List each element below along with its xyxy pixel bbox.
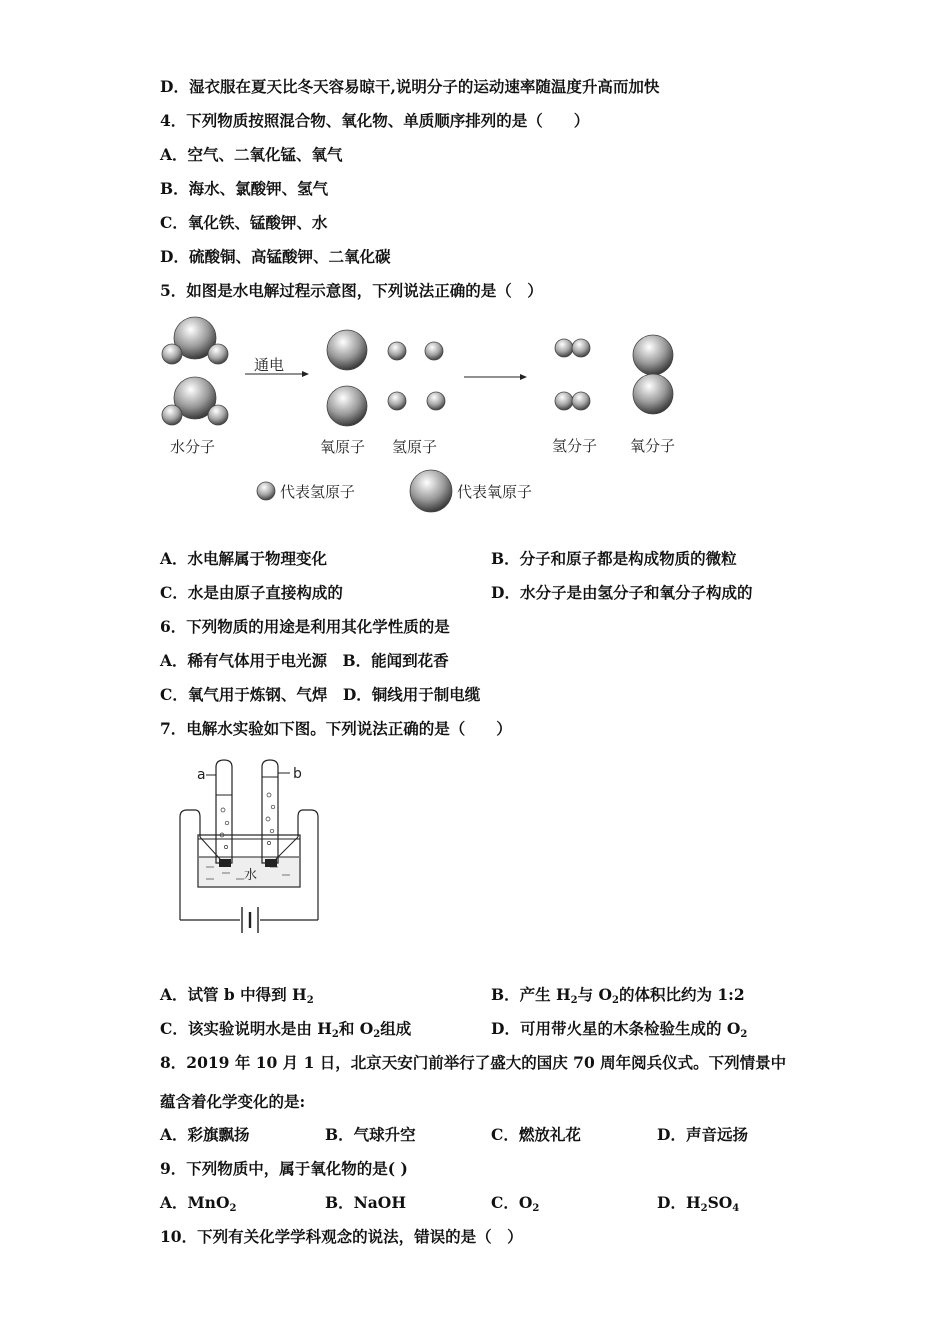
legend-hydrogen-ball — [257, 482, 275, 500]
q9a-text: A．MnO — [160, 1193, 230, 1212]
q4-option-b: B．海水、氯酸钾、氢气 — [160, 179, 329, 198]
hydrogen-molecule — [555, 392, 590, 410]
q9c-text: C．O — [491, 1193, 533, 1212]
water-molecule-bottom — [162, 377, 228, 425]
q9a-sub: 2 — [229, 1203, 237, 1214]
q6-options-ab: A．稀有气体用于电光源 B．能闻到花香 — [160, 651, 449, 670]
q8-option-b: B．气球升空 — [325, 1125, 416, 1144]
q7c-sub-1: 2 — [331, 1029, 339, 1040]
oxygen-atom — [327, 330, 367, 370]
q9d-sub-1: 2 — [700, 1203, 708, 1214]
q8-option-a: A．彩旗飘扬 — [160, 1125, 250, 1144]
q6-stem: 6．下列物质的用途是利用其化学性质的是 — [160, 617, 450, 636]
q7a-sub: 2 — [306, 995, 314, 1006]
q7b-text-3: 的体积比约为 1:2 — [619, 985, 745, 1004]
q7-option-c — [160, 1019, 411, 1045]
label-hydrogen-atom: 氢原子 — [392, 438, 438, 456]
q5-stem: 5．如图是水电解过程示意图，下列说法正确的是（ ） — [160, 281, 543, 300]
q9d-text-2: SO — [707, 1193, 733, 1212]
q7d-text: D．可用带火星的木条检验生成的 O — [491, 1019, 741, 1038]
q8-stem-line2: 蕴含着化学变化的是: — [160, 1092, 306, 1111]
q5-option-c: C．水是由原子直接构成的 — [160, 583, 343, 602]
label-water: 水 — [244, 868, 258, 883]
q5-option-a: A．水电解属于物理变化 — [160, 549, 328, 568]
hydrogen-atom — [427, 392, 445, 410]
q6-options-cd: C．氧气用于炼钢、气焊 D．铜线用于制电缆 — [160, 685, 481, 704]
label-water-molecule: 水分子 — [170, 438, 216, 456]
q4-option-c: C．氧化铁、锰酸钾、水 — [160, 213, 328, 232]
hydrogen-atom — [388, 392, 406, 410]
q9c-sub: 2 — [532, 1203, 540, 1214]
q9d-sub-2: 4 — [732, 1203, 740, 1214]
q5-option-b: B．分子和原子都是构成物质的微粒 — [491, 549, 737, 568]
q7a-text: A．试管 b 中得到 H — [160, 985, 307, 1004]
q7d-sub: 2 — [740, 1029, 748, 1040]
arrow-label-energize: 通电 — [254, 356, 285, 374]
q9-option-a — [160, 1193, 236, 1219]
q7b-text-2: 与 O — [577, 985, 613, 1004]
q9-option-b: B．NaOH — [325, 1193, 406, 1212]
q8-option-d: D．声音远扬 — [657, 1125, 748, 1144]
hydrogen-atom — [425, 342, 443, 360]
q7-option-b — [491, 985, 745, 1011]
q9-stem: 9．下列物质中，属于氧化物的是( ) — [160, 1159, 408, 1178]
q4-option-d: D．硫酸铜、高锰酸钾、二氧化碳 — [160, 247, 391, 266]
oxygen-atom — [327, 386, 367, 426]
q9-option-d — [657, 1193, 739, 1219]
legend-oxygen-ball — [410, 470, 452, 512]
hydrogen-atom — [388, 342, 406, 360]
label-hydrogen-molecule: 氢分子 — [552, 437, 598, 455]
label-oxygen-atom: 氧原子 — [320, 438, 366, 456]
q3-option-d: D．湿衣服在夏天比冬天容易晾干,说明分子的运动速率随温度升高而加快 — [160, 77, 660, 96]
water-molecule-top — [162, 317, 228, 364]
label-tube-a: a — [197, 767, 206, 783]
q4-stem: 4．下列物质按照混合物、氧化物、单质顺序排列的是（ ） — [160, 111, 590, 130]
label-oxygen-molecule: 氧分子 — [630, 437, 676, 455]
q4-option-a: A．空气、二氧化锰、氧气 — [160, 145, 343, 164]
q7-option-a — [160, 985, 314, 1011]
arrow-recombine — [464, 374, 527, 380]
electrolysis-molecule-diagram — [150, 310, 710, 520]
q7-option-d — [491, 1019, 747, 1045]
q8-stem-line1: 8．2019 年 10 月 1 日，北京天安门前举行了盛大的国庆 70 周年阅兵仪式。下列情景中 — [160, 1053, 787, 1072]
q8-option-c: C．燃放礼花 — [491, 1125, 581, 1144]
electrolysis-apparatus-diagram — [170, 755, 330, 945]
q7c-text-1: C．该实验说明水是由 H — [160, 1019, 332, 1038]
q5-option-d: D．水分子是由氢分子和氧分子构成的 — [491, 583, 753, 602]
label-tube-b: b — [293, 766, 302, 782]
q10-stem: 10．下列有关化学学科观念的说法，错误的是（ ） — [160, 1227, 523, 1246]
q7c-sub-2: 2 — [373, 1029, 381, 1040]
q7-stem: 7．电解水实验如下图。下列说法正确的是（ ） — [160, 719, 512, 738]
q7b-sub-1: 2 — [570, 995, 578, 1006]
q9d-text-1: D．H — [657, 1193, 701, 1212]
q9-option-c — [491, 1193, 539, 1219]
q7c-text-2: 和 O — [338, 1019, 374, 1038]
oxygen-molecule — [633, 335, 673, 414]
q7b-text-1: B．产生 H — [491, 985, 571, 1004]
hydrogen-molecule — [555, 339, 590, 357]
q7b-sub-2: 2 — [612, 995, 619, 1006]
legend-oxygen-text: 代表氧原子 — [457, 483, 533, 501]
q7c-text-3: 组成 — [380, 1019, 412, 1038]
legend-hydrogen-text: 代表氢原子 — [280, 483, 356, 501]
